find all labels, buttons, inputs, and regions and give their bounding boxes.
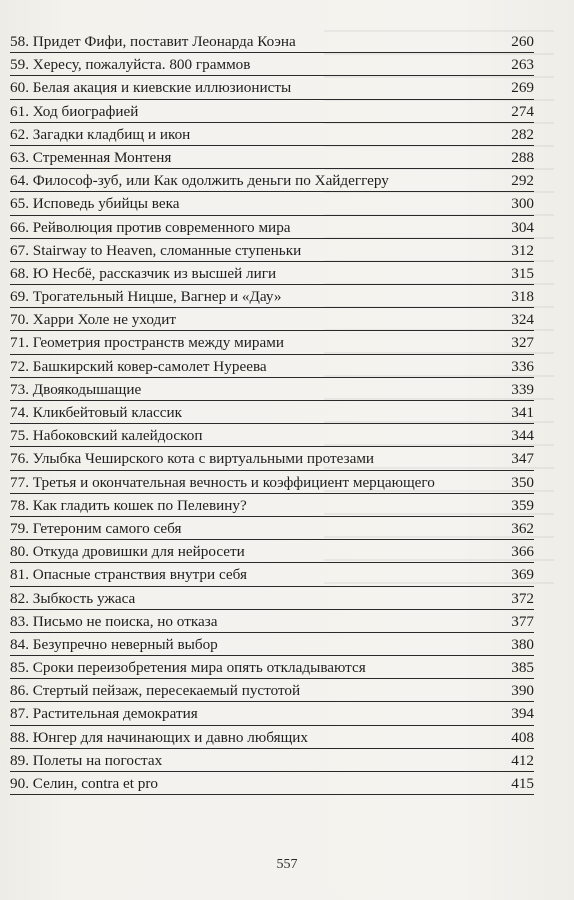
toc-entry-title: Придет Фифи, поставит Леонарда Коэна — [32, 33, 296, 50]
toc-entry-page: 288 — [511, 148, 534, 166]
toc-entry-page: 347 — [511, 450, 534, 468]
toc-entry-number: 80. — [10, 543, 29, 561]
toc-entry-page: 312 — [511, 241, 534, 259]
toc-entry-page: 412 — [511, 751, 534, 769]
toc-entry-title: Геометрия пространств между мирами — [32, 334, 284, 352]
toc-entry — [10, 378, 534, 401]
toc-entry-page: 304 — [511, 218, 534, 236]
toc-entry-page: 324 — [511, 311, 534, 329]
toc-entry-number: 72. — [10, 357, 29, 375]
toc-entry-page: 282 — [511, 125, 534, 143]
toc-entry — [10, 424, 534, 447]
toc-entry-title: Селин, contra et pro — [32, 775, 159, 792]
toc-entry — [10, 285, 534, 308]
toc-entry-title: Гетероним самого себя — [32, 519, 182, 537]
toc-entry-title: Трогательный Ницше, Вагнер и «Дау» — [32, 288, 282, 306]
toc-entry-title: Башкирский ковер-самолет Нуреева — [32, 357, 267, 375]
toc-entry — [10, 587, 534, 610]
toc-entry-title: Полеты на погостах — [32, 751, 163, 769]
toc-entry-title: Улыбка Чеширского кота с виртуальными протезами — [32, 450, 375, 468]
toc-entry — [10, 517, 534, 540]
toc-entry-title: Харри Холе не уходит — [32, 311, 177, 329]
toc-entry-number: 90. — [10, 775, 29, 792]
toc-entry-number: 60. — [10, 79, 29, 97]
toc-entry-page: 260 — [511, 33, 534, 50]
toc-entry-page: 362 — [511, 519, 534, 537]
toc-entry-page: 274 — [511, 102, 534, 120]
toc-entry-title: Ход биографией — [32, 102, 139, 120]
toc-entry-page: 415 — [511, 775, 534, 792]
toc-entry — [10, 471, 534, 494]
toc-entry-title: Зыбкость ужаса — [32, 589, 136, 607]
table-of-contents — [10, 30, 534, 795]
toc-entry-title: Третья и окончательная вечность и коэффициент мерцающего — [32, 473, 435, 491]
toc-entry-page: 408 — [511, 728, 534, 746]
toc-entry-title: Философ-зуб, или Как одолжить деньги по Хайдеггеру — [32, 172, 389, 190]
toc-entry-number: 58. — [10, 33, 29, 50]
toc-entry-page: 300 — [511, 195, 534, 213]
toc-entry-number: 75. — [10, 427, 29, 445]
toc-entry-title: Юнгер для начинающих и давно любящих — [32, 728, 308, 746]
toc-entry — [10, 123, 534, 146]
toc-entry-page: 350 — [511, 473, 534, 491]
toc-entry-page: 359 — [511, 496, 534, 514]
toc-entry-page: 344 — [511, 427, 534, 445]
toc-entry-number: 63. — [10, 148, 29, 166]
toc-entry — [10, 76, 534, 99]
toc-entry — [10, 772, 534, 795]
toc-entry-page: 318 — [511, 288, 534, 306]
page-number: 557 — [276, 857, 298, 872]
toc-entry-number: 74. — [10, 404, 29, 421]
toc-entry — [10, 679, 534, 702]
toc-entry-title: Кликбейтовый классик — [32, 404, 183, 421]
toc-entry-title: Stairway to Heaven, сломанные ступеньки — [32, 241, 302, 259]
toc-entry-title: Рейволюция против современного мира — [32, 218, 291, 236]
toc-entry — [10, 494, 534, 517]
toc-entry-number: 69. — [10, 288, 29, 306]
toc-entry-page: 377 — [511, 612, 534, 630]
toc-entry — [10, 610, 534, 633]
toc-entry-number: 67. — [10, 241, 29, 259]
toc-entry-number: 64. — [10, 172, 29, 190]
toc-entry-title: Двоякодышащие — [32, 380, 142, 398]
toc-entry-title: Ю Несбё, рассказчик из высшей лиги — [32, 264, 277, 282]
toc-entry-title: Исповедь убийцы века — [32, 195, 180, 213]
toc-entry — [10, 146, 534, 169]
toc-entry-title: Откуда дровишки для нейросети — [32, 543, 245, 561]
toc-entry-page: 380 — [511, 635, 534, 653]
toc-entry-number: 68. — [10, 264, 29, 282]
toc-entry — [10, 656, 534, 679]
toc-entry — [10, 100, 534, 123]
toc-entry-number: 83. — [10, 612, 29, 630]
toc-entry-number: 84. — [10, 635, 29, 653]
toc-entry-number: 62. — [10, 125, 29, 143]
toc-entry-page: 372 — [511, 589, 534, 607]
toc-entry — [10, 331, 534, 354]
toc-entry — [10, 749, 534, 772]
toc-entry-number: 70. — [10, 311, 29, 329]
toc-entry-number: 87. — [10, 705, 29, 723]
toc-entry — [10, 355, 534, 378]
toc-entry-number: 85. — [10, 659, 29, 677]
toc-entry-page: 366 — [511, 543, 534, 561]
toc-entry-number: 78. — [10, 496, 29, 514]
toc-entry — [10, 53, 534, 76]
toc-entry-page: 339 — [511, 380, 534, 398]
toc-entry-page: 341 — [511, 404, 534, 421]
toc-entry-page: 315 — [511, 264, 534, 282]
toc-entry — [10, 169, 534, 192]
toc-entry-number: 61. — [10, 102, 29, 120]
toc-entry-title: Как гладить кошек по Пелевину? — [32, 496, 247, 514]
toc-entry-page: 336 — [511, 357, 534, 375]
toc-entry-number: 65. — [10, 195, 29, 213]
toc-entry-number: 77. — [10, 473, 29, 491]
toc-entry-number: 79. — [10, 519, 29, 537]
toc-entry — [10, 702, 534, 725]
toc-entry-title: Опасные странствия внутри себя — [32, 566, 247, 584]
toc-entry-title: Письмо не поиска, но отказа — [32, 612, 218, 630]
toc-entry-title: Загадки кладбищ и икон — [32, 125, 191, 143]
toc-entry-number: 66. — [10, 218, 29, 236]
toc-entry — [10, 262, 534, 285]
toc-entry-title: Хересу, пожалуйста. 800 граммов — [32, 56, 251, 74]
toc-entry-number: 82. — [10, 589, 29, 607]
toc-entry-number: 71. — [10, 334, 29, 352]
toc-entry-number: 59. — [10, 56, 29, 74]
toc-entry — [10, 726, 534, 749]
toc-entry — [10, 401, 534, 424]
toc-entry-number: 89. — [10, 751, 29, 769]
toc-entry-title: Растительная демократия — [32, 705, 198, 723]
toc-entry — [10, 30, 534, 53]
toc-entry-page: 269 — [511, 79, 534, 97]
toc-entry-page: 394 — [511, 705, 534, 723]
toc-entry-page: 390 — [511, 682, 534, 700]
toc-entry-page: 385 — [511, 659, 534, 677]
toc-entry-number: 86. — [10, 682, 29, 700]
toc-entry-number: 73. — [10, 380, 29, 398]
toc-entry — [10, 447, 534, 470]
toc-entry-number: 76. — [10, 450, 29, 468]
toc-entry-title: Сроки переизобретения мира опять откладываются — [32, 659, 366, 677]
toc-entry-page: 292 — [511, 172, 534, 190]
toc-entry-page: 327 — [511, 334, 534, 352]
toc-entry — [10, 192, 534, 215]
toc-entry-number: 88. — [10, 728, 29, 746]
toc-entry-title: Безупречно неверный выбор — [32, 635, 218, 653]
toc-entry — [10, 540, 534, 563]
toc-entry-title: Белая акация и киевские иллюзионисты — [32, 79, 292, 97]
toc-entry — [10, 308, 534, 331]
toc-entry — [10, 633, 534, 656]
toc-entry-title: Набоковский калейдоскоп — [32, 427, 203, 445]
toc-entry-title: Стременная Монтеня — [32, 148, 172, 166]
toc-entry-page: 369 — [511, 566, 534, 584]
toc-entry — [10, 216, 534, 239]
toc-entry-title: Стертый пейзаж, пересекаемый пустотой — [32, 682, 301, 700]
toc-entry-number: 81. — [10, 566, 29, 584]
toc-entry — [10, 239, 534, 262]
toc-entry — [10, 563, 534, 586]
toc-entry-page: 263 — [511, 56, 534, 74]
